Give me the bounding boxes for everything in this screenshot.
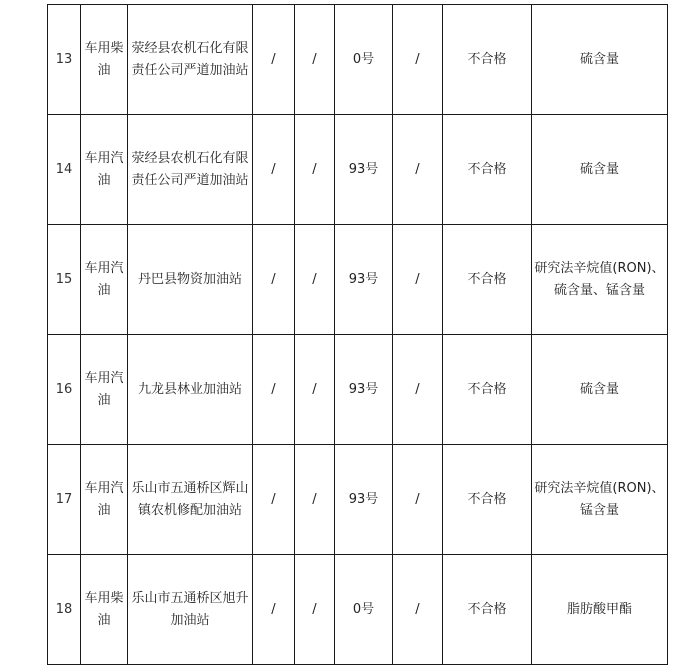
- table-row: [48, 335, 668, 445]
- station-name: 乐山市五通桥区辉山镇农机修配加油站: [128, 445, 253, 555]
- cell-blank-1: /: [253, 445, 295, 555]
- cell-blank-2: /: [295, 335, 335, 445]
- failed-item: 硫含量: [532, 5, 668, 115]
- cell-blank-1: /: [253, 335, 295, 445]
- inspection-result: 不合格: [443, 555, 532, 665]
- row-number: 16: [48, 335, 81, 445]
- failed-item: 研究法辛烷值(RON)、锰含量: [532, 445, 668, 555]
- station-name: 乐山市五通桥区旭升加油站: [128, 555, 253, 665]
- cell-blank-3: /: [393, 115, 443, 225]
- station-name: 丹巴县物资加油站: [128, 225, 253, 335]
- cell-blank-3: /: [393, 335, 443, 445]
- product-type: 车用柴油: [81, 5, 128, 115]
- inspection-result: 不合格: [443, 445, 532, 555]
- cell-blank-2: /: [295, 555, 335, 665]
- product-grade: 0号: [335, 5, 393, 115]
- station-name: 荥经县农机石化有限责任公司严道加油站: [128, 115, 253, 225]
- table-row: [48, 115, 668, 225]
- table-row: [48, 445, 668, 555]
- station-name: 九龙县林业加油站: [128, 335, 253, 445]
- product-type: 车用汽油: [81, 115, 128, 225]
- product-type: 车用汽油: [81, 335, 128, 445]
- cell-blank-1: /: [253, 225, 295, 335]
- row-number: 18: [48, 555, 81, 665]
- cell-blank-2: /: [295, 445, 335, 555]
- table-row: [48, 225, 668, 335]
- cell-blank-2: /: [295, 5, 335, 115]
- product-grade: 93号: [335, 335, 393, 445]
- product-grade: 93号: [335, 115, 393, 225]
- row-number: 14: [48, 115, 81, 225]
- cell-blank-3: /: [393, 445, 443, 555]
- table-row: [48, 5, 668, 115]
- table-row: [48, 555, 668, 665]
- product-grade: 93号: [335, 225, 393, 335]
- inspection-result: 不合格: [443, 115, 532, 225]
- station-name: 荥经县农机石化有限责任公司严道加油站: [128, 5, 253, 115]
- cell-blank-3: /: [393, 555, 443, 665]
- product-type: 车用柴油: [81, 555, 128, 665]
- product-grade: 93号: [335, 445, 393, 555]
- row-number: 13: [48, 5, 81, 115]
- product-type: 车用汽油: [81, 225, 128, 335]
- cell-blank-1: /: [253, 5, 295, 115]
- inspection-result: 不合格: [443, 335, 532, 445]
- row-number: 17: [48, 445, 81, 555]
- failed-item: 硫含量: [532, 115, 668, 225]
- cell-blank-2: /: [295, 115, 335, 225]
- product-type: 车用汽油: [81, 445, 128, 555]
- cell-blank-1: /: [253, 555, 295, 665]
- cell-blank-1: /: [253, 115, 295, 225]
- cell-blank-2: /: [295, 225, 335, 335]
- row-number: 15: [48, 225, 81, 335]
- inspection-result: 不合格: [443, 225, 532, 335]
- inspection-results-table: [47, 4, 668, 665]
- failed-item: 脂肪酸甲酯: [532, 555, 668, 665]
- failed-item: 研究法辛烷值(RON)、硫含量、锰含量: [532, 225, 668, 335]
- inspection-result: 不合格: [443, 5, 532, 115]
- product-grade: 0号: [335, 555, 393, 665]
- failed-item: 硫含量: [532, 335, 668, 445]
- cell-blank-3: /: [393, 225, 443, 335]
- inspection-table-container: [47, 4, 667, 665]
- cell-blank-3: /: [393, 5, 443, 115]
